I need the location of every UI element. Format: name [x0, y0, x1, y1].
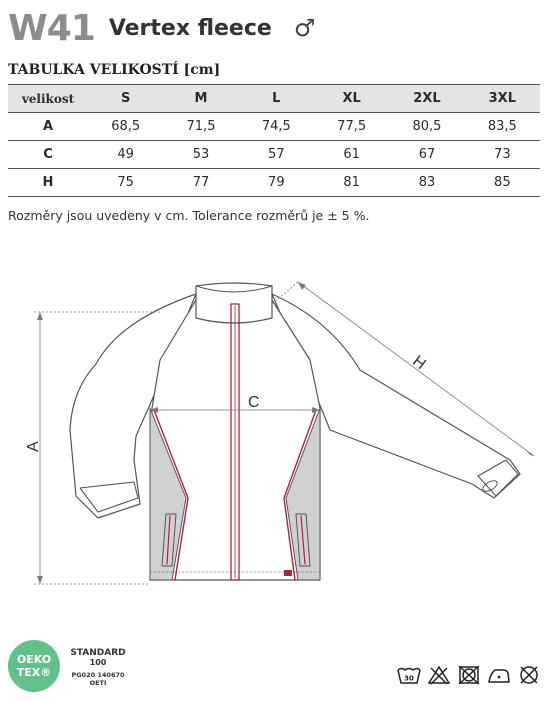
- row-label: A: [42, 119, 54, 134]
- size-header: L: [272, 91, 281, 106]
- size-table-header-row: [8, 85, 540, 113]
- size-header: S: [120, 91, 131, 106]
- jacket-measurement-diagram: [0, 260, 550, 600]
- arrow-icon: [37, 576, 43, 584]
- table-cell: 75: [117, 175, 134, 190]
- arrow-icon: [298, 282, 306, 290]
- table-cell: 49: [117, 147, 134, 162]
- table-row: [8, 141, 540, 169]
- table-cell: 80,5: [412, 119, 442, 134]
- oeko-tex-standard: [66, 648, 130, 687]
- row-label: C: [43, 147, 53, 162]
- table-cell: 57: [268, 147, 285, 162]
- table-cell: 61: [343, 147, 360, 162]
- oeko-tex-logo: [8, 640, 60, 692]
- table-cell: 85: [494, 175, 511, 190]
- table-cell: 81: [343, 175, 360, 190]
- table-cell: 53: [192, 147, 210, 162]
- certification-institute: OETI: [89, 679, 107, 687]
- row-label: H: [42, 175, 54, 190]
- oeko-logo-line1: OEKO: [16, 653, 52, 666]
- no-bleach-icon: [426, 664, 452, 686]
- table-cell: 79: [268, 175, 285, 190]
- certificate-number: PG020 140670: [71, 671, 125, 679]
- size-header: M: [194, 91, 208, 106]
- size-table: [8, 84, 540, 197]
- size-header: 3XL: [488, 91, 516, 106]
- table-cell: 67: [418, 147, 436, 162]
- tolerance-note: Rozměry jsou uvedeny v cm. Tolerance rozměrů je ± 5 %.: [8, 208, 370, 223]
- brand-label-icon: [284, 570, 292, 576]
- oeko-logo-line2: TEX®: [16, 666, 52, 679]
- table-row: [8, 113, 540, 141]
- table-cell: 83: [418, 175, 436, 190]
- table-cell: 73: [494, 147, 511, 162]
- standard-number: 100: [89, 658, 107, 667]
- dim-label-c: C: [248, 394, 260, 411]
- dim-label-a: A: [25, 441, 42, 452]
- table-cell: 83,5: [487, 119, 517, 134]
- size-table-title: TABULKA VELIKOSTÍ [cm]: [8, 62, 221, 78]
- wash-30-icon: [396, 664, 422, 686]
- arrow-icon: [37, 312, 43, 320]
- table-cell: 68,5: [111, 119, 141, 134]
- product-header: [8, 6, 315, 50]
- iron-low-icon: [486, 664, 512, 686]
- dim-label-h: H: [409, 352, 429, 374]
- table-cell: 77,5: [337, 119, 367, 134]
- size-header: XL: [342, 91, 361, 106]
- table-cell: 74,5: [261, 119, 291, 134]
- care-symbols: [396, 664, 542, 686]
- standard-label: STANDARD: [70, 648, 126, 658]
- product-code: W41: [8, 7, 95, 49]
- size-table-corner-label: velikost: [21, 91, 75, 106]
- male-symbol-icon: ♂: [293, 14, 316, 42]
- product-name: Vertex fleece: [108, 15, 272, 41]
- size-header: 2XL: [413, 91, 441, 106]
- no-tumble-dry-icon: [456, 664, 482, 686]
- no-dry-clean-icon: [516, 664, 542, 686]
- table-row: [8, 169, 540, 197]
- table-cell: 77: [192, 175, 210, 190]
- table-cell: 71,5: [186, 119, 216, 134]
- wash-temperature: 30: [404, 674, 414, 683]
